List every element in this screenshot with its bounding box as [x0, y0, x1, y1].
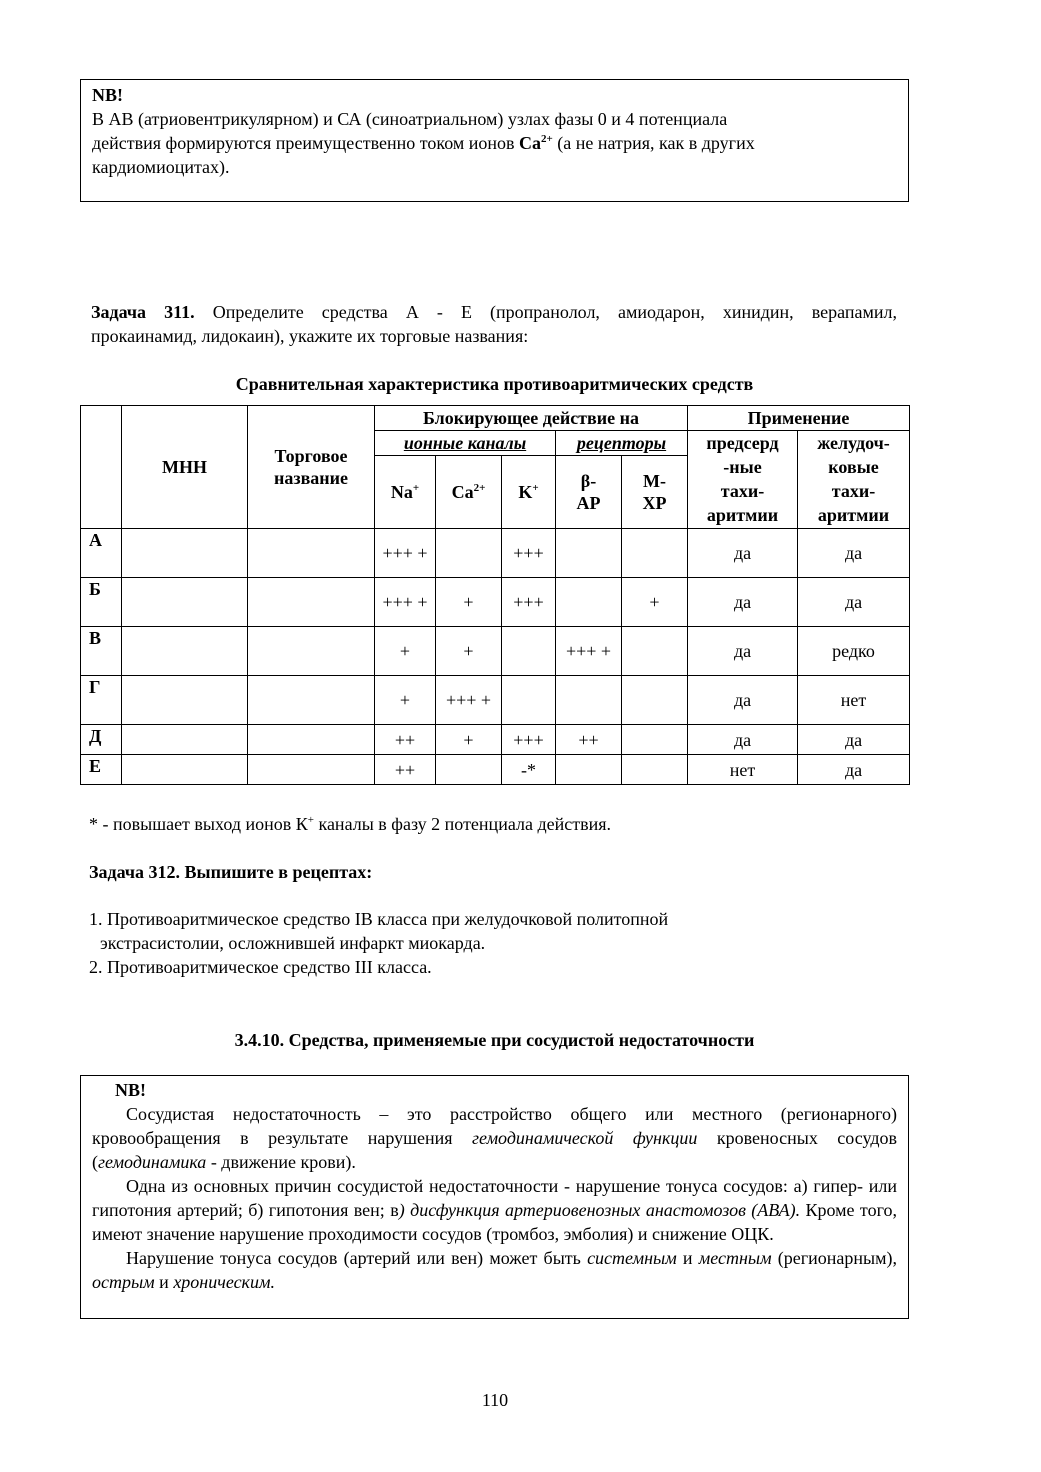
- antiarrhythmic-table: [80, 405, 910, 785]
- cell-trade: [248, 725, 375, 755]
- cell-trade: [248, 529, 375, 578]
- table-row: А +++ + +++ да да: [81, 529, 910, 578]
- header-k: K+: [502, 456, 556, 529]
- header-m: М- ХР: [622, 456, 688, 529]
- cell-mnn: [122, 627, 248, 676]
- cell-mnn: [122, 676, 248, 725]
- task-311-label: Задача 311.: [91, 302, 195, 322]
- cell-trade: [248, 578, 375, 627]
- header-beta: β- АР: [556, 456, 622, 529]
- cell-mnn: [122, 578, 248, 627]
- page-number: 110: [481, 1390, 509, 1410]
- nb-box-bottom: [80, 1075, 909, 1319]
- cell-trade: [248, 627, 375, 676]
- header-application: Применение: [688, 406, 910, 431]
- nb-paragraph: Нарушение тонуса сосудов (артерий или вен) может быть системным и местным (регионарным), острым и хроническим.: [92, 1248, 897, 1292]
- header-mnn: МНН: [122, 406, 248, 529]
- header-trade-name: Торговое название: [248, 406, 375, 529]
- list-item: 2. Противоаритмическое средство III класса.: [89, 957, 432, 977]
- section-heading: 3.4.10. Средства, применяемые при сосудистой недостаточности: [234, 1030, 755, 1050]
- footnote: * - повышает выход ионов К+ каналы в фазу 2 потенциала действия.: [89, 814, 611, 834]
- task-312-list: [89, 907, 897, 979]
- header-na: Na+: [375, 456, 436, 529]
- cell-mnn: [122, 725, 248, 755]
- task-312-title: Задача 312. Выпишите в рецептах:: [89, 862, 373, 882]
- nb-line: кардиомиоцитах).: [92, 157, 230, 177]
- header-receptors: рецепторы: [556, 431, 688, 456]
- table-row: Б +++ + + +++ + да да: [81, 578, 910, 627]
- nb-paragraph: Одна из основных причин сосудистой недостаточности - нарушение тонуса сосудов: а) гипер- или гипотония артерий; б) гипотония вен; в) дисфункция артериовенозных анастомозов (АВА). Кроме того, имеют значение нарушение проходимости сосудов (тромбоз, эмболия) и снижение ОЦК.: [92, 1176, 897, 1244]
- cell-trade: [248, 755, 375, 785]
- header-atrial: предсерд -ные тахи- аритмии: [688, 431, 798, 529]
- table-row: Д ++ + +++ ++ да да: [81, 725, 910, 755]
- list-item: 1. Противоаритмическое средство IB класса при желудочковой политопной: [89, 909, 669, 929]
- cell-mnn: [122, 529, 248, 578]
- table-row: Е ++ -* нет да: [81, 755, 910, 785]
- cell-trade: [248, 676, 375, 725]
- list-item: экстрасистолии, осложнившей инфаркт миокарда.: [100, 933, 486, 953]
- nb-title: NB!: [92, 85, 123, 105]
- header-blocking: Блокирующее действие на: [375, 406, 688, 431]
- nb-paragraph: Сосудистая недостаточность – это расстройство общего или местного (регионарного) кровообращения в результате нарушения гемодинамической функции кровеносных сосудов (гемодинамика - движение крови).: [92, 1104, 898, 1172]
- table-row: Г + +++ + да нет: [81, 676, 910, 725]
- header-ventricular: желудоч- ковые тахи- аритмии: [798, 431, 910, 529]
- header-empty: [81, 406, 122, 529]
- nb-line: действия формируются преимущественно током ионов $Ca^{2+}$ (а не натрия, как в других: [92, 133, 755, 153]
- task-311: Задача 311. Определите средства А - Е (пропранолол, амиодарон, хинидин, верапамил, прокаинамид, лидокаин), укажите их торговые названия:: [91, 302, 897, 346]
- header-ion-channels: ионные каналы: [375, 431, 556, 456]
- header-ca: $Ca^{2+}$: [436, 456, 502, 529]
- table-row: В + + +++ + да редко: [81, 627, 910, 676]
- nb-box-top: [80, 79, 909, 202]
- cell-mnn: [122, 755, 248, 785]
- table-caption: Сравнительная характеристика противоаритмических средств: [235, 374, 754, 394]
- nb-line: В АВ (атриовентрикулярном) и СА (синоатриальном) узлах фазы 0 и 4 потенциала: [92, 109, 728, 129]
- nb-title: NB!: [115, 1080, 146, 1100]
